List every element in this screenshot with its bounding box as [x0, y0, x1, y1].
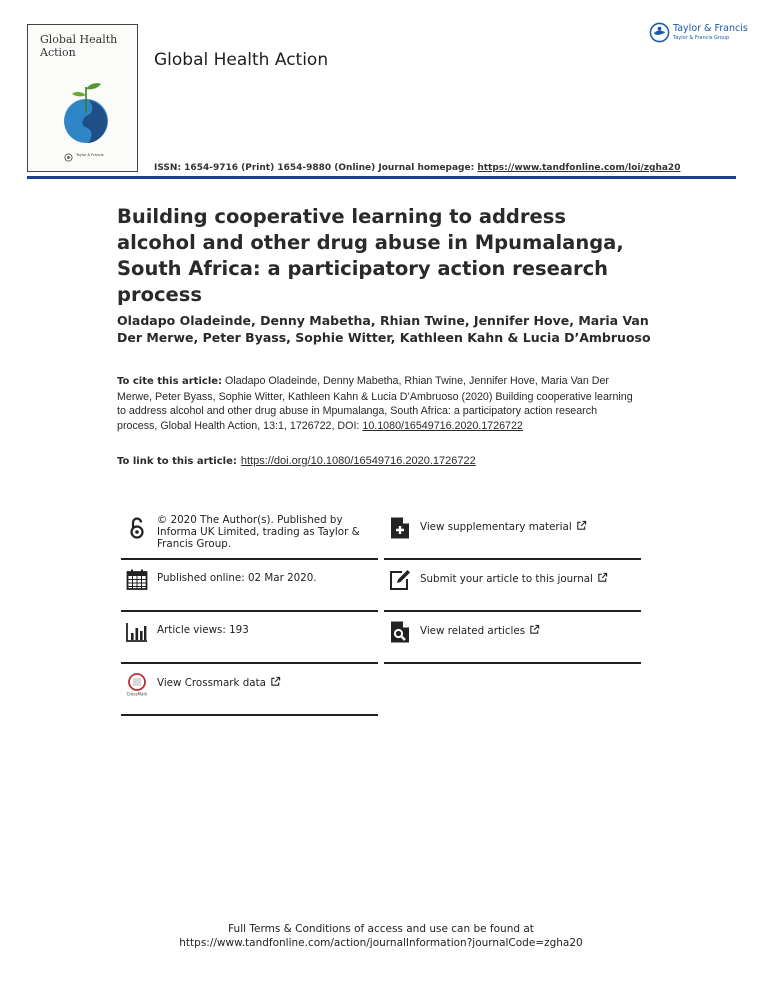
- article-link-line: [117, 455, 476, 467]
- crossmark-label: View Crossmark data: [157, 677, 266, 689]
- publisher-logo-sub: Taylor & Francis Group: [673, 35, 730, 41]
- citation-doi-link[interactable]: 10.1080/16549716.2020.1726722: [362, 419, 523, 432]
- box-divider: [384, 662, 641, 664]
- published-box: [121, 560, 378, 612]
- citation-text: Oladapo Oladeinde, Denny Mabetha, Rhian Twine, Jennifer Hove, Maria Van Der Merwe, Peter Byass, Sophie Witter, Kathleen Kahn & Lucia D’Ambruoso (2020) Building cooperative learning to address alcohol and other drug abuse in Mpumalanga, South Africa: a participatory action research process, Global Health Action, 13:1, 1726722, DOI:: [117, 375, 633, 432]
- calendar-icon: [125, 568, 149, 592]
- open-access-icon: [125, 516, 149, 540]
- submit-box[interactable]: [384, 560, 641, 612]
- footer: [0, 922, 762, 950]
- submit-label: Submit your article to this journal: [420, 573, 593, 585]
- journal-cover: [27, 24, 138, 172]
- supplementary-label: View supplementary material: [420, 521, 572, 533]
- crossmark-link[interactable]: [157, 676, 379, 689]
- footer-terms: Full Terms & Conditions of access and use can be found at: [228, 923, 534, 935]
- publisher-logo: [649, 22, 748, 44]
- publisher-logo-icon: [64, 153, 73, 162]
- edit-icon: [388, 568, 412, 592]
- crossmark-icon: [125, 672, 149, 696]
- cover-publisher-text: Taylor & Francis: [76, 153, 104, 157]
- citation-label: To cite this article:: [117, 376, 223, 387]
- journal-name: Global Health Action: [154, 50, 329, 70]
- header-divider: [27, 176, 736, 179]
- external-link-icon: [597, 572, 608, 583]
- article-authors: Oladapo Oladeinde, Denny Mabetha, Rhian Twine, Jennifer Hove, Maria Van Der Merwe, Peter Byass, Sophie Witter, Kathleen Kahn & Lucia D’Ambruoso: [117, 313, 651, 345]
- crossmark-icon-text: CrossMark: [126, 691, 148, 696]
- issn-text: ISSN: 1654-9716 (Print) 1654-9880 (Online) Journal homepage:: [154, 163, 478, 173]
- article-doi-link[interactable]: https://doi.org/10.1080/16549716.2020.1726722: [240, 455, 476, 467]
- footer-terms-link[interactable]: https://www.tandfonline.com/action/journalInformation?journalCode=zgha20: [179, 937, 583, 949]
- document-search-icon: [388, 620, 412, 644]
- issn-line: [154, 163, 680, 173]
- license-box: [121, 508, 378, 560]
- journal-homepage-link[interactable]: https://www.tandfonline.com/loi/zgha20: [477, 163, 681, 173]
- cover-title: Global Health Action: [40, 33, 118, 59]
- supplementary-box[interactable]: [384, 508, 641, 560]
- supplementary-link[interactable]: [420, 520, 642, 533]
- crossmark-box[interactable]: [121, 664, 378, 716]
- add-file-icon: [388, 516, 412, 540]
- publisher-logo-main: Taylor & Francis: [673, 23, 748, 34]
- external-link-icon: [529, 624, 540, 635]
- views-box: [121, 612, 378, 664]
- globe-seedling-icon: [61, 77, 111, 147]
- license-text: © 2020 The Author(s). Published by Informa UK Limited, trading as Taylor & Francis Group.: [157, 514, 360, 550]
- related-box[interactable]: [384, 612, 641, 664]
- article-title: Building cooperative learning to address alcohol and other drug abuse in Mpumalanga, South Africa: a participatory action research process: [117, 205, 624, 306]
- external-link-icon: [576, 520, 587, 531]
- published-date: Published online: 02 Mar 2020.: [157, 572, 317, 584]
- article-views: Article views: 193: [157, 624, 249, 636]
- taylor-francis-icon: [649, 22, 670, 43]
- external-link-icon: [270, 676, 281, 687]
- link-label: To link to this article:: [117, 456, 237, 467]
- related-link[interactable]: [420, 624, 642, 637]
- bar-chart-icon: [125, 620, 149, 644]
- cover-publisher-mark: [64, 153, 114, 163]
- submit-link[interactable]: [420, 572, 642, 585]
- box-divider: [121, 714, 378, 716]
- citation-block: [117, 374, 637, 433]
- related-label: View related articles: [420, 625, 526, 637]
